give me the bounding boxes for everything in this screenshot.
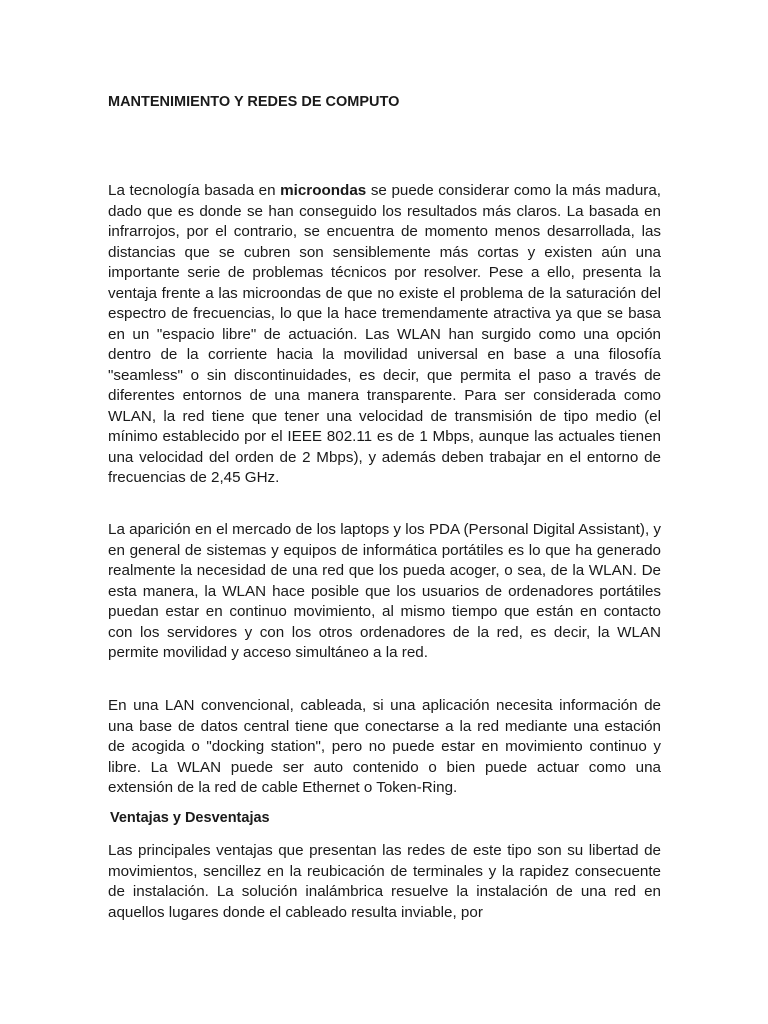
paragraph1-bold-term: microondas [280,182,367,199]
paragraph-laptops-pda: La aparición en el mercado de los laptops y los PDA (Personal Digital Assistant), y en general de sistemas y equipos de informática portátiles es lo que ha generado realmente la necesidad de una red que los pueda acoger, o sea, de la WLAN. De esta manera, la WLAN hace posible que los usuarios de ordenadores portátiles puedan estar en continuo movimiento, al mismo tiempo que están en contacto con los servidores y con los otros ordenadores de la red, es decir, la WLAN permite movilidad y acceso simultáneo a la red. [108,521,661,661]
paragraph1-text-start: La tecnología basada en [108,182,281,199]
paragraph-conventional-lan: En una LAN convencional, cableada, si una aplicación necesita información de una base de datos central tiene que conectarse a la red mediante una estación de acogida o "docking station", pero no puede estar en movimiento continuo y libre. La WLAN puede ser auto contenido o bien puede actuar como una extensión de la red de cable Ethernet o Token-Ring. [108,697,661,796]
document-title: MANTENIMIENTO Y REDES DE COMPUTO [108,94,400,110]
paragraph-advantages: Las principales ventajas que presentan las redes de este tipo son su libertad de movimientos, sencillez en la reubicación de terminales y la rapidez consecuente de instalación. La solución inalámbrica resuelve la instalación de una red en aquellos lugares donde el cableado resulta inviable, por [108,842,661,921]
document-page [108,0,661,1024]
paragraph1-text-end: se puede considerar como la más madura, dado que es donde se han conseguido los resultados más claros. La basada en infrarrojos, por el contrario, se encuentra de momento menos desarrollada, las distancias que se cubren son sensiblemente más cortas y existen aún una importante serie de problemas técnicos por resolver. Pese a ello, presenta la ventaja frente a las microondas de que no existe el problema de la saturación del espectro de frecuencias, lo que la hace tremendamente atractiva ya que se basa en un "espacio libre" de actuación. Las WLAN han surgido como una opción dentro de la corriente hacia la movilidad universal en base a una filosofía "seamless" o sin discontinuidades, es decir, que permita el paso a través de diferentes entornos de una manera transparente. Para ser considerada como WLAN, la red tiene que tener una velocidad de transmisión de tipo medio (el mínimo establecido por el IEEE 802.11 es de 1 Mbps, aunque las actuales tienen una velocidad del orden de 2 Mbps), y además deben trabajar en el entorno de frecuencias de 2,45 GHz. [108,182,661,486]
section-heading-advantages: Ventajas y Desventajas [110,810,270,826]
paragraph-microwave-technology [108,181,661,489]
